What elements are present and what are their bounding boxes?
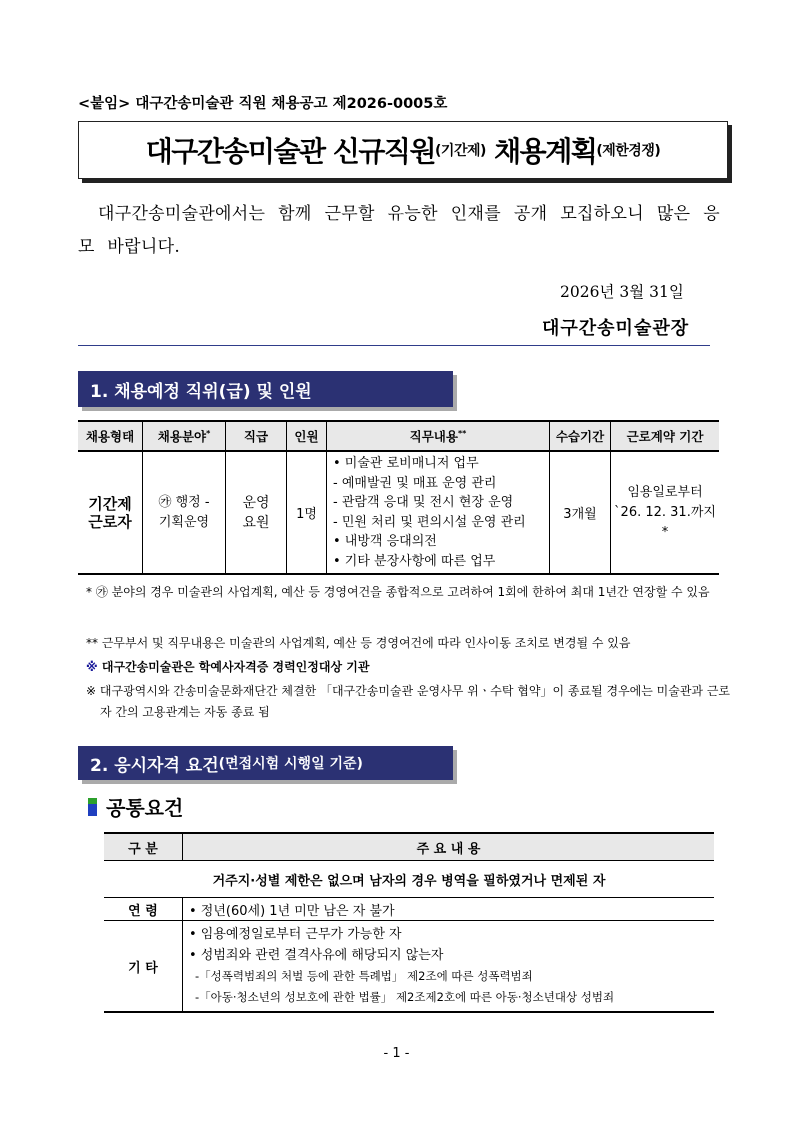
cell-contract: 임용일로부터 `26. 12. 31.까지*	[611, 451, 720, 574]
cell-type: 기간제 근로자	[78, 451, 143, 574]
col-probation: 수습기간	[550, 421, 611, 451]
etc-requirements	[183, 921, 715, 1013]
col-type: 채용형태	[78, 421, 143, 451]
note-3: ※ 대구간송미술관은 학예사자격증 경력인정대상 기관	[86, 660, 370, 674]
title-sub-2: (제한경쟁)	[596, 143, 661, 159]
col-grade: 직급	[226, 421, 287, 451]
list-item: • 기타 분장사항에 따른 업무	[333, 553, 496, 569]
recruitment-table	[78, 420, 719, 575]
note-1: * ㉮ 분야의 경우 미술관의 사업계획, 예산 등 경영여건을 종합적으로 고려하여 1회에 한하여 최대 1년간 연장할 수 있음	[86, 585, 710, 599]
col-contract: 근로계약 기간	[611, 421, 720, 451]
common-requirements-title: 공통요건	[88, 792, 183, 821]
residence-gender-requirement: 거주지·성별 제한은 없으며 남자의 경우 병역을 필하였거나 면제된 자	[104, 861, 714, 898]
list-item: - 관람객 응대 및 전시 현장 운영	[333, 495, 514, 510]
etc-label: 기 타	[104, 921, 183, 1013]
director-signature: 대구간송미술관장	[542, 318, 690, 339]
section-1-heading: 1. 채용예정 직위(급) 및 인원	[78, 371, 453, 407]
cell-grade: 운영 요원	[226, 451, 287, 574]
col-content: 주 요 내 용	[183, 833, 715, 861]
title-main-2: 채용계획	[485, 135, 597, 168]
age-label: 연 령	[104, 898, 183, 921]
page-number: - 1 -	[383, 1046, 410, 1061]
title-main-1: 대구간송미술관 신규직원	[145, 135, 436, 168]
intro-paragraph: 대구간송미술관에서는 함께 근무할 유능한 인재를 공개 모집하오니 많은 응모 바랍니다.	[78, 204, 720, 257]
table-row	[104, 921, 714, 1013]
bullet-marker-icon	[88, 798, 97, 816]
section-2-heading: 2. 응시자격 요건 (면접시험 시행일 기준)	[78, 746, 453, 780]
list-item: - 민원 처리 및 편의시설 운영 관리	[333, 514, 526, 530]
title-box	[78, 121, 728, 179]
table-row	[78, 451, 719, 574]
col-category: 구 분	[104, 833, 183, 861]
reference-mark-icon: ※	[86, 660, 98, 674]
divider-line	[78, 345, 710, 346]
list-item: • 미술관 로비매니저 업무	[333, 456, 479, 471]
announcement-date: 2026년 3월 31일	[560, 283, 684, 301]
list-item: -「아동·청소년의 성보호에 관한 법률」 제2조제2호에 따른 아동·청소년대상 성범죄	[195, 990, 615, 1004]
cell-field: ㉮ 행정 - 기획운영	[143, 451, 226, 574]
note-2: ** 근무부서 및 직무내용은 미술관의 사업계획, 예산 등 경영여건에 따라 인사이동 조치로 변경될 수 있음	[86, 636, 631, 650]
col-count: 인원	[287, 421, 327, 451]
list-item: -「성폭력범죄의 처벌 등에 관한 특례법」 제2조에 따른 성폭력범죄	[195, 969, 533, 983]
age-requirement: • 정년(60세) 1년 미만 남은 자 불가	[183, 898, 715, 921]
list-item: - 예매발권 및 매표 운영 관리	[333, 475, 497, 491]
list-item: • 내방객 응대의전	[333, 534, 437, 549]
title-sub-1: (기간제)	[435, 143, 486, 159]
list-item: • 임용예정일로부터 근무가 가능한 자	[189, 927, 402, 942]
table-row	[104, 898, 714, 921]
col-duty: 직무내용**	[327, 421, 550, 451]
cell-duties	[327, 451, 550, 574]
cell-probation: 3개월	[550, 451, 611, 574]
list-item: • 성범죄와 관련 결격사유에 해당되지 않는자	[189, 948, 444, 963]
attachment-label: <붙임> 대구간송미술관 직원 채용공고 제2026-0005호	[78, 96, 448, 112]
requirements-table	[104, 832, 714, 1013]
cell-count: 1명	[287, 451, 327, 574]
note-4: ※ 대구광역시와 간송미술문화재단간 체결한 「대구간송미술관 운영사무 위ㆍ수탁 협약」이 종료될 경우에는 미술관과 근로자 간의 고용관계는 자동 종료 됨	[86, 684, 731, 719]
col-field: 채용분야*	[143, 421, 226, 451]
table-row	[104, 861, 714, 898]
